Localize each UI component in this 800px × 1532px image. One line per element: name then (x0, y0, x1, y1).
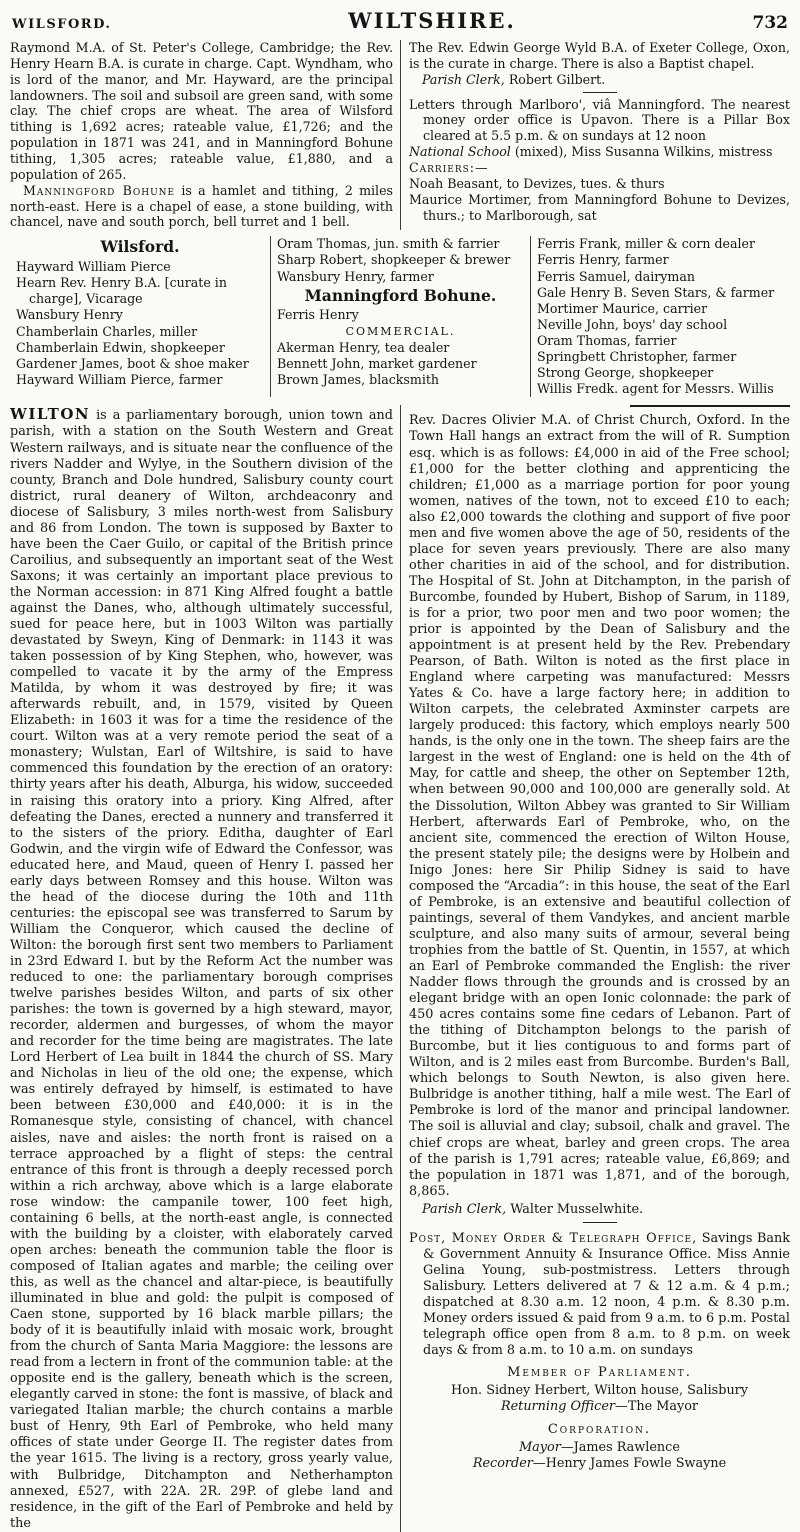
directory-entry: Neville John, boys' day school (536, 316, 728, 332)
wilsford-description-section (10, 40, 790, 230)
directory-entry: Gardener James, boot & shoe maker (16, 355, 249, 371)
wilton-paragraph (10, 405, 393, 1531)
directory-entry: Sharp Robert, shopkeeper & brewer (276, 252, 511, 268)
directory-entry: Chamberlain Charles, miller (16, 323, 198, 339)
recorder-line (409, 1456, 790, 1472)
national-school-rest: (mixed), Miss Susanna Wilkins, mistress (510, 144, 773, 160)
recorder-label: Recorder (472, 1455, 533, 1471)
wilton-lead-word: WILTON (10, 405, 91, 424)
parish-clerk-label: Parish Clerk, (422, 71, 505, 87)
letters-paragraph: Letters through Marlboro', viâ Manningford. The nearest money order office is Upavon. There is a Pillar Box cleared at 5.5 p.m. & on sundays at 12 noon (409, 96, 790, 144)
commercial-subheading: COMMERCIAL. (345, 324, 456, 338)
directory-entry: Hearn Rev. Henry B.A. [curate in charge], Vicarage (16, 275, 227, 307)
wilsford-listing-heading: Wilsford. (100, 237, 180, 257)
directory-column-3 (530, 236, 790, 397)
directory-entry: Ferris Frank, miller & corn dealer (536, 236, 755, 252)
directory-entry: Brown James, blacksmith (276, 371, 440, 387)
directory-column-2 (270, 236, 530, 397)
directory-entry: Willis Fredk. agent for Messrs. Willis (536, 381, 774, 397)
wilton-parish-clerk-label: Parish Clerk, (422, 1201, 507, 1217)
manningford-rest: is a hamlet and tithing, 2 miles north-east. Here is a chapel of ease, a stone building, with chancel, nave and south porch, bell turret and 1 bell. (10, 182, 393, 230)
wilton-article-section (10, 405, 790, 1531)
page-number: 732 (752, 13, 788, 33)
member-of-parliament-line: Hon. Sidney Herbert, Wilton house, Salisbury (450, 1383, 749, 1399)
section-rule (630, 405, 790, 407)
returning-officer-value: —The Mayor (615, 1399, 699, 1415)
carrier-entry: Noah Beasant, to Devizes, tues. & thurs (409, 175, 665, 191)
post-office-text: Savings Bank & Government Annuity & Insurance Office. Miss Annie Gelina Young, sub-postmistress. Letters through Salisbury. Letters delivered at 7 & 12 a.m. & 4 p.m.; dispatched at 8.30 a.m. 12 noon, 4 p.m. & 8.30 p.m. Money orders issued & paid from 9 a.m. to 6 p.m. Postal telegraph office open from 8 a.m. to 8 p.m. on week days & from 8 a.m. to 10 a.m. on sundays (423, 1230, 791, 1359)
wilton-left-column (10, 405, 400, 1531)
recorder-value: —Henry James Fowle Swayne (532, 1455, 727, 1471)
directory-entry: Bennett John, market gardener (276, 355, 477, 371)
national-school-label: National School (409, 144, 511, 160)
directory-entry: Chamberlain Edwin, shopkeeper (16, 339, 225, 355)
wilton-right-column (400, 405, 790, 1531)
carriers-heading: Carriers:— (409, 160, 489, 176)
directory-entry: Springbett Christopher, farmer (536, 349, 737, 365)
mayor-line (409, 1440, 790, 1456)
directory-entry: Oram Thomas, farrier (536, 332, 677, 348)
wilsford-right-column (400, 40, 790, 230)
curate-paragraph: The Rev. Edwin George Wyld B.A. of Exeter College, Oxon, is the curate in charge. There is also a Baptist chapel. (409, 40, 790, 71)
wilton-parish-clerk-value: Walter Musselwhite. (506, 1201, 644, 1217)
trades-directory-section (10, 236, 790, 397)
manningford-paragraph (10, 183, 393, 231)
directory-entry: Wansbury Henry (16, 307, 123, 323)
directory-entry: Strong George, shopkeeper (536, 365, 714, 381)
directory-entry: Hayward William Pierce, farmer (16, 371, 223, 387)
directory-entry: Wansbury Henry, farmer (276, 268, 434, 284)
returning-officer-line (409, 1399, 790, 1415)
mayor-label: Mayor (519, 1439, 561, 1455)
directory-entry: Gale Henry B. Seven Stars, & farmer (536, 284, 775, 300)
parish-clerk-line (409, 72, 790, 88)
national-school-line (409, 144, 790, 160)
running-title-center: WILTSHIRE. (348, 8, 516, 33)
section-divider-dash (583, 1222, 617, 1223)
running-title-left: WILSFORD. (12, 17, 112, 32)
wilsford-left-column (10, 40, 400, 230)
wilton-right-text: Rev. Dacres Olivier M.A. of Christ Church, Oxford. In the Town Hall hangs an extract from the will of R. Sumption esq. which is as follows: £4,000 in aid of the Free school; £1,000 for the better clothing and apprenticing the children; £1,000 as a marriage portion for poor young women, natives of the town, not to exceed £10 to each; also £2,000 towards the clothing and support of five poor men and five women above the age of 50, residents of the place for seven years previously. There are also many other charities in aid of the school, and for distribution. The Hospital of St. John at Ditchampton, in the parish of Burcombe, founded by Hubert, Bishop of Sarum, in 1189, is for a prior, two poor men and two poor women; the prior is appointed by the Dean of Salisbury and the appointment is at present held by the Rev. Prebendary Pearson, of Bath. Wilton is noted as the first place in England where carpeting was manufactured: Messrs Yates & Co. have a large factory here; in addition to Wilton carpets, the celebrated Axminster carpets are largely produced: this factory, which employs nearly 500 hands, is the only one in the town. The sheep fairs are the largest in the west of England: one is held on the 4th of May, for cattle and sheep, the other on September 12th, when between 90,000 and 100,000 are generally sold. At the Dissolution, Wilton Abbey was granted to Sir William Herbert, afterwards Earl of Pembroke, who, on the ancient site, commenced the erection of Wilton House, the present stately pile; the designs were by Holbein and Inigo Jones: here Sir Philip Sidney is said to have composed the “Arcadia”: in this house, the seat of the Earl of Pembroke, is an extensive and beautiful collection of paintings, several of them Vandykes, and ancient marble sculpture, and also many suits of armour, several being trophies from the battle of St. Quentin, in 1557, at which an Earl of Pembroke commanded the English: the river Nadder flows through the grounds and is crossed by an elegant bridge with an open Ionic colonnade: the park of 450 acres contains some fine cedars of Lebanon. Part of the tithing of Ditchampton belongs to the parish of Burcombe, but it lies contiguous to and forms part of Wilton, and is 2 miles east from Burcombe. Burden's Ball, which belongs to South Newton, is also given here. Bulbridge is another tithing, half a mile west. The Earl of Pembroke is lord of the manor and principal landowner. The soil is alluvial and clay; subsoil, chalk and gravel. The chief crops are wheat, barley and green crops. The area of the parish is 1,791 acres; rateable value, £6,869; and the population in 1871 was 1,871, and of the borough, 8,865. (409, 413, 790, 1199)
directory-entry: Mortimer Maurice, carrier (536, 300, 708, 316)
carrier-entry: Maurice Mortimer, from Manningford Bohune to Devizes, thurs.; to Marlborough, sat (409, 191, 790, 223)
wilton-left-text: is a parliamentary borough, union town and parish, with a station on the South Western and Great Western railways, and is situate near the confluence of the rivers Nadder and Wylye, in the Southern division of the county, Branch and Dole hundred, Salisbury county court district, rural deanery of Wilton, archdeaconry and diocese of Salisbury, 3 miles north-west from Salisbury and 86 from London. The town is supposed by Baxter to have been the Caer Guilo, or capital of the British prince Caroilius, and subsequently an important seat of the West Saxons; it was certainly an important place previous to the Norman accession: in 871 King Alfred fought a battle against the Danes, who, although ultimately successful, sued for peace here, but in 1003 Wilton was partially devastated by Sweyn, King of Denmark: in 1143 it was taken possession of by King Stephen, who, however, was compelled to vacate it by the army of the Empress Matilda, by whom it was destroyed by fire; it was afterwards rebuilt, and, in 1579, visited by Queen Elizabeth: in 1603 it was for a time the residence of the court. Wilton was at a very remote period the seat of a monastery; Wulstan, Earl of Wiltshire, is said to have commenced this foundation by the erection of an oratory: thirty years after his death, Alburga, his widow, succeeded in raising this oratory into a priory. King Alfred, after defeating the Danes, erected a nunnery and transferred it to the sisters of the priory. Editha, daughter of Earl Godwin, and the virgin wife of Edward the Confessor, was educated here, and Maud, queen of Henry I. passed her early days between Romsey and this house. Wilton was the head of the diocese during the 10th and 11th centuries: the episcopal see was transferred to Sarum by William the Conqueror, which caused the decline of Wilton: the borough first sent two members to Parliament in 23rd Edward I. but by the Reform Act the number was reduced to one: the parliamentary borough comprises twelve parishes besides Wilton, and parts of six other parishes: the town is governed by a high steward, mayor, recorder, aldermen and burgesses, of whom the mayor and recorder for the time being are magistrates. The late Lord Herbert of Lea built in 1844 the church of SS. Mary and Nicholas in lieu of the old one; the expense, which was entirely defrayed by himself, is estimated to have been between £30,000 and £40,000: it is in the Romanesque style, consisting of chancel, with chancel aisles, nave and aisles: the north front is raised on a terrace approached by a flight of steps: the central entrance of this front is through a deeply recessed porch within a rich archway, above which is a large elaborate rose window: the campanile tower, 100 feet high, containing 6 bells, at the north-east angle, is connected with the building by a cloister, with elaborately carved open arches: beneath the communion table the floor is composed of Italian agates and marble; the ceiling over this, as well as the chancel and altar-piece, is beautifully illuminated in blue and gold: the pulpit is composed of Caen stone, supported by 16 black marble pillars; the body of it is beautifully inlaid with mosaic work, brought from the church of Santa Maria Maggiore: the lessons are read from a lectern in front of the communion table: at the opposite end is the gallery, beneath which is the screen, elegantly carved in stone: the font is massive, of black and variegated Italian marble; the church contains a marble bust of Henry, 9th Earl of Pembroke, who held many offices of state under George II. The register dates from the year 1615. The living is a rectory, gross yearly value, with Bulbridge, Ditchampton and Netherhampton annexed, £527, with 22A. 2R. 29P. of glebe land and residence, in the gift of the Earl of Pembroke and held by the (10, 408, 393, 1531)
wilsford-paragraph: Raymond M.A. of St. Peter's College, Cambridge; the Rev. Henry Hearn B.A. is curate in charge. Capt. Wyndham, who is lord of the manor, and Mr. Hayward, are the principal landowners. The soil and subsoil are green sand, with some clay. The chief crops are wheat. The area of Wilsford tithing is 1,692 acres; rateable value, £1,726; and the population in 1871 was 241, and in Manningford Bohune tithing, 1,305 acres; rateable value, £1,880, and a population of 265. (10, 40, 393, 182)
member-of-parliament-heading: Member of Parliament. (507, 1365, 692, 1381)
directory-column-1 (10, 236, 270, 397)
returning-officer-label: Returning Officer (500, 1399, 616, 1415)
wilton-parish-clerk-line (409, 1202, 790, 1218)
page-header (10, 4, 790, 40)
post-office-lead: Post, Money Order & Telegraph Office, (409, 1230, 698, 1246)
mayor-value: —James Rawlence (560, 1439, 680, 1455)
corporation-heading: Corporation. (547, 1421, 652, 1437)
parish-clerk-value: Robert Gilbert. (504, 71, 606, 87)
directory-entry: Ferris Henry, farmer (536, 252, 669, 268)
directory-entry: Oram Thomas, jun. smith & farrier (276, 236, 500, 252)
directory-entry: Ferris Henry (276, 307, 359, 323)
directory-entry: Akerman Henry, tea dealer (276, 339, 450, 355)
manningford-listing-heading: Manningford Bohune. (304, 285, 497, 305)
directory-entry: Ferris Samuel, dairyman (536, 268, 695, 284)
manningford-lead: Manningford Bohune (23, 182, 176, 198)
section-divider-dash (583, 92, 617, 93)
directory-entry: Hayward William Pierce (16, 259, 171, 275)
